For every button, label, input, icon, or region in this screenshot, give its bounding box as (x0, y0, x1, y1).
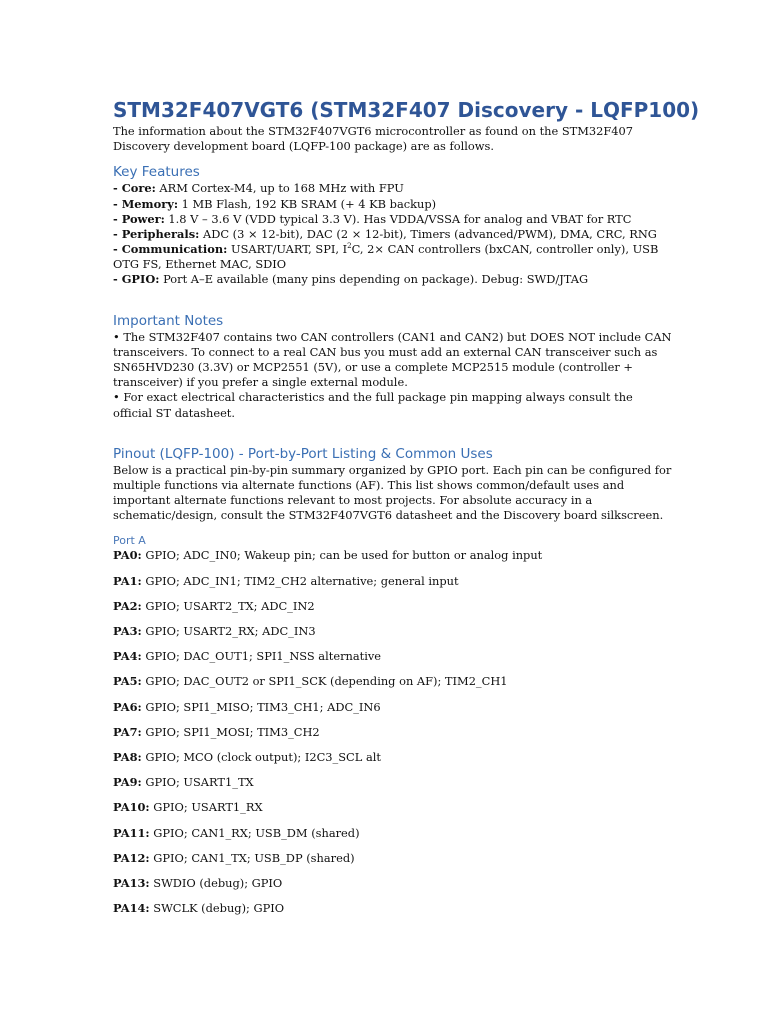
important-notes-heading: Important Notes (113, 313, 224, 330)
pin-row-pa2: PA2: GPIO; USART2_TX; ADC_IN2 (113, 598, 315, 613)
pinout-intro-paragraph: Below is a practical pin-by-pin summary organized by GPIO port. Each pin can be configured for multiple functions via alternate functions (AF). This list shows common/default uses and important alternate functions relevant to most projects. For absolute accuracy in a schematic/design, consult the STM32F407VGT6 datasheet and the Discovery board silkscreen. (113, 462, 672, 523)
note-item: • For exact electrical characteristics and the full package pin mapping always consult the official ST datasheet. (113, 390, 633, 420)
feature-power: - Power: 1.8 V – 3.6 V (VDD typical 3.3 V). Has VDDA/VSSA for analog and VBAT for RTC (113, 211, 632, 226)
pin-row-pa6: PA6: GPIO; SPI1_MISO; TIM3_CH1; ADC_IN6 (113, 699, 381, 714)
note-item: • The STM32F407 contains two CAN controllers (CAN1 and CAN2) but DOES NOT include CAN transceivers. To connect to a real CAN bus you must add an external CAN transceiver such as SN65HVD230 (3.3V) or MCP2551 (5V), or use a complete MCP2515 module (controller + transceiver) if you prefer a single external module. (113, 330, 672, 390)
pin-row-pa4: PA4: GPIO; DAC_OUT1; SPI1_NSS alternative (113, 649, 382, 664)
feature-gpio: - GPIO: Port A–E available (many pins depending on package). Debug: SWD/JTAG (113, 271, 589, 286)
pin-row-pa14: PA14: SWCLK (debug); GPIO (113, 901, 285, 916)
key-features-list (113, 181, 673, 287)
feature-memory: - Memory: 1 MB Flash, 192 KB SRAM (+ 4 KB backup) (113, 196, 437, 211)
feature-core: - Core: ARM Cortex-M4, up to 168 MHz with FPU (113, 181, 404, 196)
important-notes-list (113, 330, 673, 421)
pin-row-pa12: PA12: GPIO; CAN1_TX; USB_DP (shared) (113, 850, 355, 865)
intro-paragraph: The information about the STM32F407VGT6 microcontroller as found on the STM32F407 Discovery development board (LQFP-100 package) are as follows. (113, 124, 634, 154)
pin-row-pa5: PA5: GPIO; DAC_OUT2 or SPI1_SCK (depending on AF); TIM2_CH1 (113, 674, 508, 689)
pin-row-pa3: PA3: GPIO; USART2_RX; ADC_IN3 (113, 624, 316, 638)
pin-row-pa0: PA0: GPIO; ADC_IN0; Wakeup pin; can be used for button or analog input (113, 548, 543, 563)
port-a-heading: Port A (113, 534, 146, 548)
pin-row-pa11: PA11: GPIO; CAN1_RX; USB_DM (shared) (113, 825, 360, 840)
pin-row-pa7: PA7: GPIO; SPI1_MOSI; TIM3_CH2 (113, 724, 320, 739)
pinout-heading: Pinout (LQFP-100) - Port-by-Port Listing & Common Uses (113, 445, 493, 462)
key-features-heading: Key Features (113, 164, 200, 181)
pin-row-pa1: PA1: GPIO; ADC_IN1; TIM2_CH2 alternative; general input (113, 573, 459, 588)
feature-peripherals: - Peripherals: ADC (3 × 12-bit), DAC (2 × 12-bit), Timers (advanced/PWM), DMA, CRC, RNG (113, 226, 657, 241)
feature-communication: - Communication: USART/UART, SPI, $I^2C$, 2× CAN controllers (bxCAN, controller only), USB OTG FS, Ethernet MAC, SDIO (113, 241, 659, 271)
pin-row-pa9: PA9: GPIO; USART1_TX (113, 775, 254, 790)
pin-row-pa8: PA8: GPIO; MCO (clock output); I2C3_SCL alt (113, 749, 381, 764)
pin-row-pa10: PA10: GPIO; USART1_RX (113, 800, 263, 815)
page-title: STM32F407VGT6 (STM32F407 Discovery - LQFP100) (113, 98, 700, 122)
port-a-pin-list (113, 548, 673, 926)
pin-row-pa13: PA13: SWDIO (debug); GPIO (113, 875, 283, 890)
